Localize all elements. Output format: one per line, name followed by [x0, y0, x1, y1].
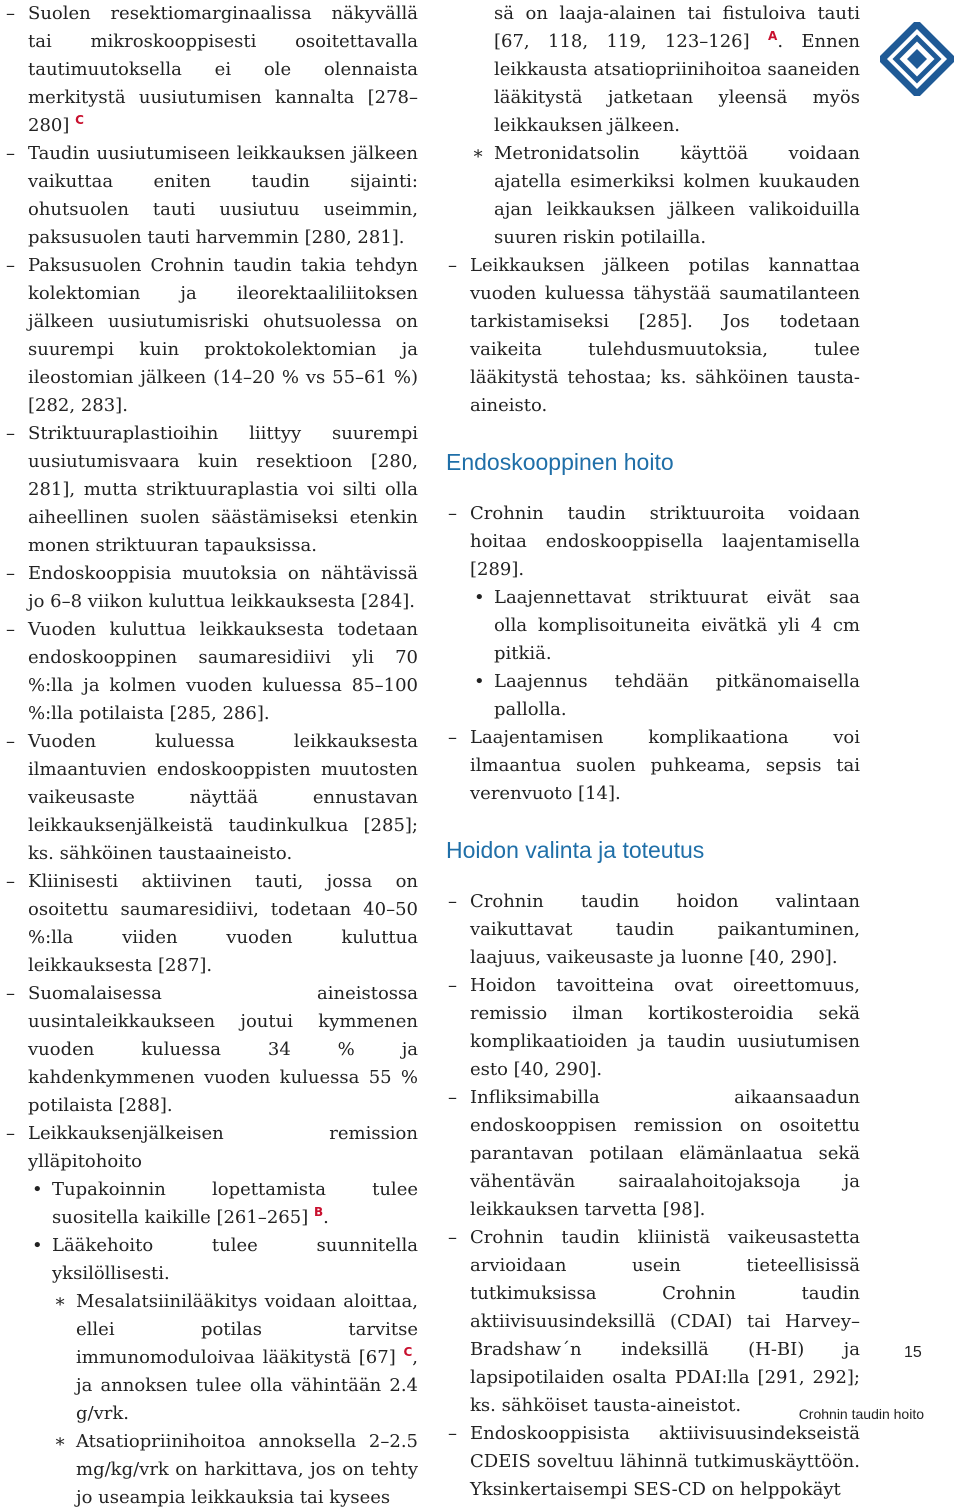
list-item: – Hoidon tavoitteina ovat oireettomuus, remissio ilman kortikosteroidia sekä komplikaatioiden ja taudin uusiutumisen esto [40, 290].: [446, 972, 860, 1084]
list-item: – Suomalaisessa aineistossa uusintaleikkaukseen joutui kymmenen vuoden kuluessa 34 % ja kahdenkymmenen vuoden kuluessa 55 % potilaista [288].: [4, 980, 418, 1120]
list-item: – Crohnin taudin kliinistä vaikeusastetta arvioidaan usein tieteellisissä tutkimuksissa Crohnin taudin aktiivisuusindeksillä (CDAI) tai Harvey–Bradshaw´n indeksillä (H-BI) ja lapsipotilaiden osalta PDAI:lla [291, 292]; ks. sähköiset tausta-aineistot.: [446, 1224, 860, 1420]
endoscopic-list: [446, 500, 860, 808]
list-item: – Crohnin taudin striktuuroita voidaan hoitaa endoskooppisella laajentamisella [289]. • Laajennettavat striktuurat eivät saa olla komplisoituneita eivätkä yli 4 cm pitkiä. • Laajennus tehdään pitkänomaisella pallolla.: [446, 500, 860, 724]
followup-list: [446, 252, 860, 420]
list-item: – Leikkauksenjälkeisen remission ylläpitohoito • Tupakoinnin lopettamista tulee suositella kaikille [261–265] $^B$. • Lääkehoito tulee suunnitella yksilöllisesti. ∗ Mesalatsiinilääkitys voidaan aloittaa, ellei potilas tarvitse immunomoduloivaa lääkitystä [67] $^C$, ja annoksen tulee olla vähintään 2.4 g/vrk. ∗ Atsatiopriinihoitoa annoksella 2–2.5 mg/kg/vrk on harkittava, jos on tehty jo useampia leikkauksia tai kysees: [4, 1120, 418, 1512]
left-column: [4, 0, 418, 1512]
footer-title: Crohnin taudin hoito: [798, 1406, 924, 1422]
diamond-logo-icon: [880, 22, 954, 96]
list-item: – Endoskooppisia muutoksia on nähtävissä jo 6–8 viikon kuluttua leikkauksesta [284].: [4, 560, 418, 616]
list-item: – Vuoden kuluessa leikkauksesta ilmaantuvien endoskooppisten muutosten vaikeusaste näyttää ennustavan leikkauksenjälkeistä taudinkulkua [285]; ks. sähköinen taustaaineisto.: [4, 728, 418, 868]
list-item: – Striktuuraplastioihin liittyy suurempi uusiutumisvaara kuin resektioon [280, 281], mutta striktuuraplastia voi silti olla aiheellinen suolen säästämiseksi etenkin monen striktuuran tapauksissa.: [4, 420, 418, 560]
dilation-sublist: [470, 584, 860, 724]
list-item: – Crohnin taudin hoidon valintaan vaikuttavat taudin paikantuminen, laajuus, vaikeusaste ja luonne [40, 290].: [446, 888, 860, 972]
maintenance-sublist: [28, 1176, 418, 1512]
evidence-grade-c: C: [75, 113, 84, 127]
medication-sublist: [52, 1288, 418, 1512]
page-number: 15: [904, 1344, 922, 1361]
section-heading-endoscopic: Endoskooppinen hoito: [446, 449, 674, 475]
evidence-grade-b: B: [313, 1205, 324, 1219]
evidence-grade-c: C: [403, 1345, 413, 1359]
list-item: • Laajennus tehdään pitkänomaisella pallolla.: [470, 668, 860, 724]
section-heading-treatment-choice: Hoidon valinta ja toteutus: [446, 837, 705, 863]
metronidazole-sublist: [446, 140, 860, 252]
right-column: [446, 0, 860, 1504]
list-item: • Lääkehoito tulee suunnitella yksilöllisesti. ∗ Mesalatsiinilääkitys voidaan aloittaa, ellei potilas tarvitse immunomoduloivaa lääkitystä [67] $^C$, ja annoksen tulee olla vähintään 2.4 g/vrk. ∗ Atsatiopriinihoitoa annoksella 2–2.5 mg/kg/vrk on harkittava, jos on tehty jo useampia leikkauksia tai kysees: [28, 1232, 418, 1512]
list-item: – Kliinisesti aktiivinen tauti, jossa on osoitettu saumaresidiivi, todetaan 40–50 %:lla viiden vuoden kuluttua leikkauksesta [287].: [4, 868, 418, 980]
list-item: – Vuoden kuluttua leikkauksesta todetaan endoskooppinen saumaresidiivi yli 70 %:lla ja kolmen vuoden kuluessa 85–100 %:lla potilaista [285, 286].: [4, 616, 418, 728]
list-item: • Tupakoinnin lopettamista tulee suositella kaikille [261–265] $^B$.: [28, 1176, 418, 1232]
list-item: – Laajentamisen komplikaationa voi ilmaantua suolen puhkeama, sepsis tai verenvuoto [14].: [446, 724, 860, 808]
list-item: – Taudin uusiutumiseen leikkauksen jälkeen vaikuttaa eniten taudin sijainti: ohutsuolen tauti uusiutuu useimmin, paksusuolen tauti harvemmin [280, 281].: [4, 140, 418, 252]
list-item: – Paksusuolen Crohnin taudin takia tehdyn kolektomian ja ileorektaaliliitoksen jälkeen uusiutumisriski ohutsuolessa on suurempi kuin proktokolektomian ja ileostomian jälkeen (14–20 % vs 55–61 %) [282, 283].: [4, 252, 418, 420]
evidence-grade-a: A: [768, 29, 778, 43]
list-item: ∗ Atsatiopriinihoitoa annoksella 2–2.5 mg/kg/vrk on harkittava, jos on tehty jo useampia leikkauksia tai kysees: [52, 1428, 418, 1512]
list-item: – Suolen resektiomarginaalissa näkyvällä tai mikroskooppisesti osoitettavalla tautimuutoksella ei ole olennaista merkitystä uusiutumisen kannalta [278–280] $^C$: [4, 0, 418, 140]
list-item: ∗ Metronidatsolin käyttöä voidaan ajatella esimerkiksi kolmen kuukauden ajan leikkauksen jälkeen valikoiduilla suuren riskin potilailla.: [470, 140, 860, 252]
continued-paragraph: sä on laaja-alainen tai fistuloiva tauti [67, 118, 119, 123–126] $^A$. Ennen leikkausta atsatiopriinihoitoa saaneiden lääkitystä jatketaan yleensä myös leikkauksen jälkeen.: [494, 3, 860, 136]
list-item: – Infliksimabilla aikaansaadun endoskooppisen remission on osoitettu parantavan potilaan elämänlaatua sekä vähentävän sairaalahoitojaksoja ja leikkauksen tarvetta [98].: [446, 1084, 860, 1224]
list-item: – Endoskooppisista aktiivisuusindekseistä CDEIS soveltuu lähinnä tutkimuskäyttöön. Yksinkertaisempi SES-CD on helppokäyt: [446, 1420, 860, 1504]
list-item: ∗ Mesalatsiinilääkitys voidaan aloittaa, ellei potilas tarvitse immunomoduloivaa lääkitystä [67] $^C$, ja annoksen tulee olla vähintään 2.4 g/vrk.: [52, 1288, 418, 1428]
list-item: – Leikkauksen jälkeen potilas kannattaa vuoden kuluessa tähystää saumatilanteen tarkistamiseksi [285]. Jos todetaan vaikeita tulehdusmuutoksia, tulee lääkitystä tehostaa; ks. sähköinen tausta-aineisto.: [446, 252, 860, 420]
recurrence-list: [4, 0, 418, 1512]
list-item: • Laajennettavat striktuurat eivät saa olla komplisoituneita eivätkä yli 4 cm pitkiä.: [470, 584, 860, 668]
